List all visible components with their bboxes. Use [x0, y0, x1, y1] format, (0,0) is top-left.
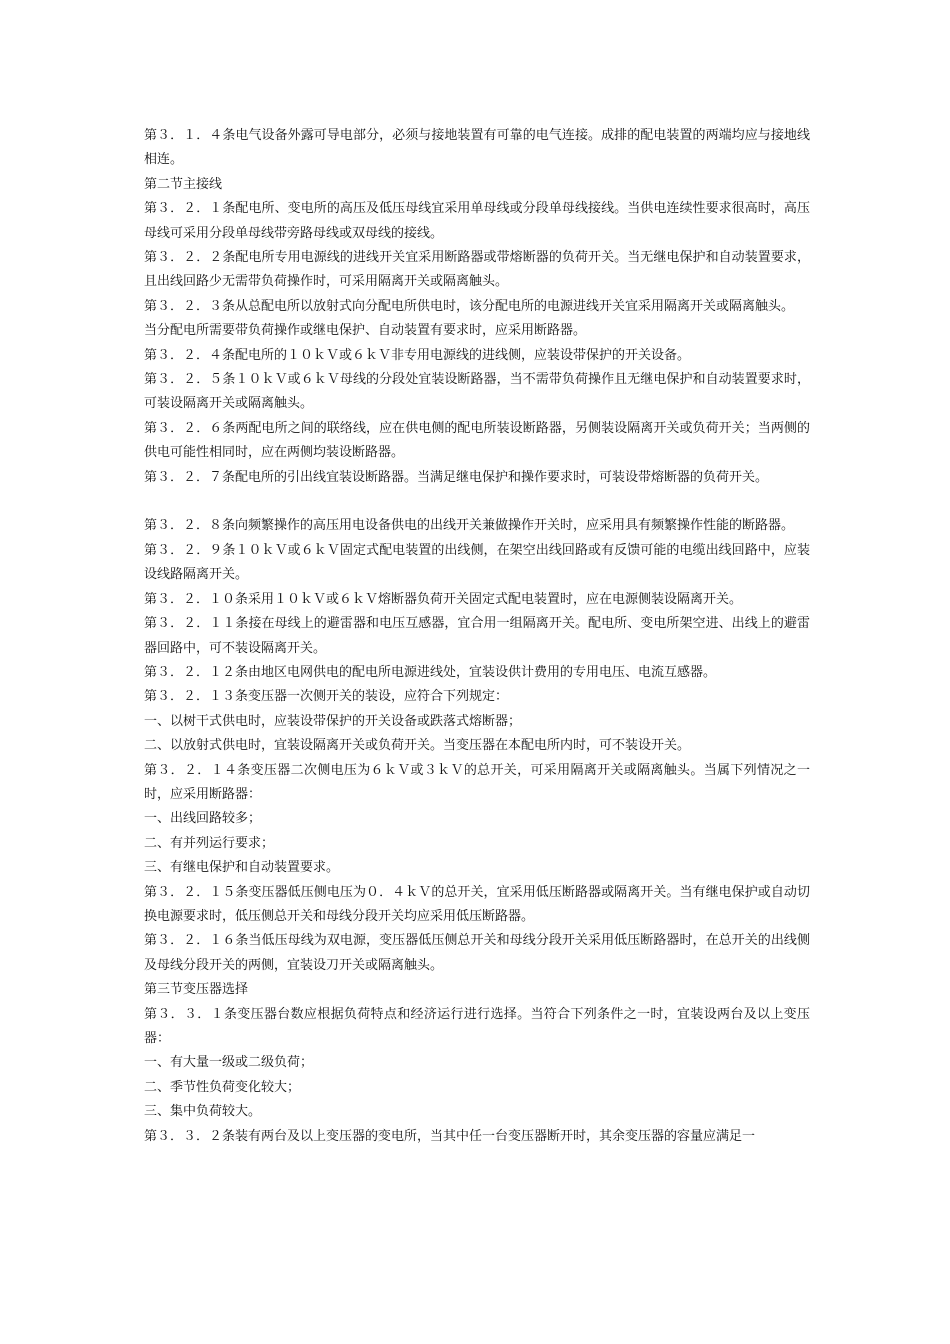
- list-item: 一、以树干式供电时，应装设带保护的开关设备或跌落式熔断器；: [144, 713, 522, 729]
- section-heading: 第三节变压器选择: [144, 982, 249, 998]
- paragraph: 第３．２．１条配电所、变电所的高压及低压母线宜采用单母线或分段单母线接线。当供电连续性要求很高时，高压母线可采用分段单母线带旁路母线或双母线的接线。: [144, 201, 810, 241]
- paragraph: 第３．２．１５条变压器低压侧电压为０．４ｋＶ的总开关，宜采用低压断路器或隔离开关。当有继电保护或自动切换电源要求时，低压侧总开关和母线分段开关均应采用低压断路器。: [144, 884, 810, 924]
- paragraph: 第３．２．６条两配电所之间的联络线，应在供电侧的配电所装设断路器，另侧装设隔离开关或负荷开关；当两侧的供电可能性相同时，应在两侧均装设断路器。: [144, 420, 810, 461]
- list-item: 二、以放射式供电时，宜装设隔离开关或负荷开关。当变压器在本配电所内时，可不装设开关。: [144, 738, 691, 754]
- list-item: 一、出线回路较多；: [144, 811, 262, 827]
- document-body: [144, 124, 810, 1149]
- list-item: 二、有并列运行要求；: [144, 835, 275, 851]
- paragraph: 第３．２．１６条当低压母线为双电源，变压器低压侧总开关和母线分段开关采用低压断路器时，在总开关的出线侧及母线分段开关的两侧，宜装设刀开关或隔离触头。: [144, 933, 810, 973]
- paragraph: 第３．２．７条配电所的引出线宜装设断路器。当满足继电保护和操作要求时，可装设带熔断器的负荷开关。: [144, 469, 769, 485]
- paragraph: 第３．３．２条装有两台及以上变压器的变电所，当其中任一台变压器断开时，其余变压器的容量应满足一: [144, 1128, 756, 1144]
- paragraph: 第３．２．５条１０ｋＶ或６ｋＶ母线的分段处宜装设断路器，当不需带负荷操作且无继电保护和自动装置要求时，可装设隔离开关或隔离触头。: [144, 372, 810, 412]
- paragraph: 第３．２．１３条变压器一次侧开关的装设，应符合下列规定：: [144, 689, 509, 705]
- paragraph: 第３．１．４条电气设备外露可导电部分，必须与接地装置有可靠的电气连接。成排的配电装置的两端均应与接地线相连。: [144, 128, 810, 168]
- list-item: 三、有继电保护和自动装置要求。: [144, 860, 340, 876]
- paragraph: 第３．３．１条变压器台数应根据负荷特点和经济运行进行选择。当符合下列条件之一时，宜装设两台及以上变压器：: [144, 1006, 810, 1047]
- paragraph: 当分配电所需要带负荷操作或继电保护、自动装置有要求时，应采用断路器。: [144, 323, 587, 339]
- paragraph: 第３．２．４条配电所的１０ｋＶ或６ｋＶ非专用电源线的进线侧，应装设带保护的开关设备。: [144, 347, 691, 363]
- section-heading: 第二节主接线: [144, 176, 223, 192]
- paragraph: 第３．２．１０条采用１０ｋＶ或６ｋＶ熔断器负荷开关固定式配电装置时，应在电源侧装设隔离开关。: [144, 591, 743, 607]
- paragraph: 第３．２．１１条接在母线上的避雷器和电压互感器，宜合用一组隔离开关。配电所、变电所架空进、出线上的避雷器回路中，可不装设隔离开关。: [144, 616, 810, 656]
- paragraph: 第３．２．１４条变压器二次侧电压为６ｋＶ或３ｋＶ的总开关，可采用隔离开关或隔离触头。当属下列情况之一时，应采用断路器：: [144, 762, 810, 802]
- paragraph: 第３．２．８条向频繁操作的高压用电设备供电的出线开关兼做操作开关时，应采用具有频繁操作性能的断路器。: [144, 518, 795, 534]
- list-item: 三、集中负荷较大。: [144, 1104, 262, 1120]
- paragraph: 第３．２．２条配电所专用电源线的进线开关宜采用断路器或带熔断器的负荷开关。当无继电保护和自动装置要求，且出线回路少无需带负荷操作时，可采用隔离开关或隔离触头。: [144, 250, 810, 290]
- paragraph: 第３．２．１２条由地区电网供电的配电所电源进线处，宜装设供计费用的专用电压、电流互感器。: [144, 664, 717, 680]
- list-item: 二、季节性负荷变化较大；: [144, 1079, 301, 1095]
- paragraph: 第３．２．３条从总配电所以放射式向分配电所供电时，该分配电所的电源进线开关宜采用隔离开关或隔离触头。: [144, 298, 795, 314]
- paragraph: 第３．２．９条１０ｋＶ或６ｋＶ固定式配电装置的出线侧，在架空出线回路或有反馈可能的电缆出线回路中，应装设线路隔离开关。: [144, 542, 810, 583]
- list-item: 一、有大量一级或二级负荷；: [144, 1055, 314, 1071]
